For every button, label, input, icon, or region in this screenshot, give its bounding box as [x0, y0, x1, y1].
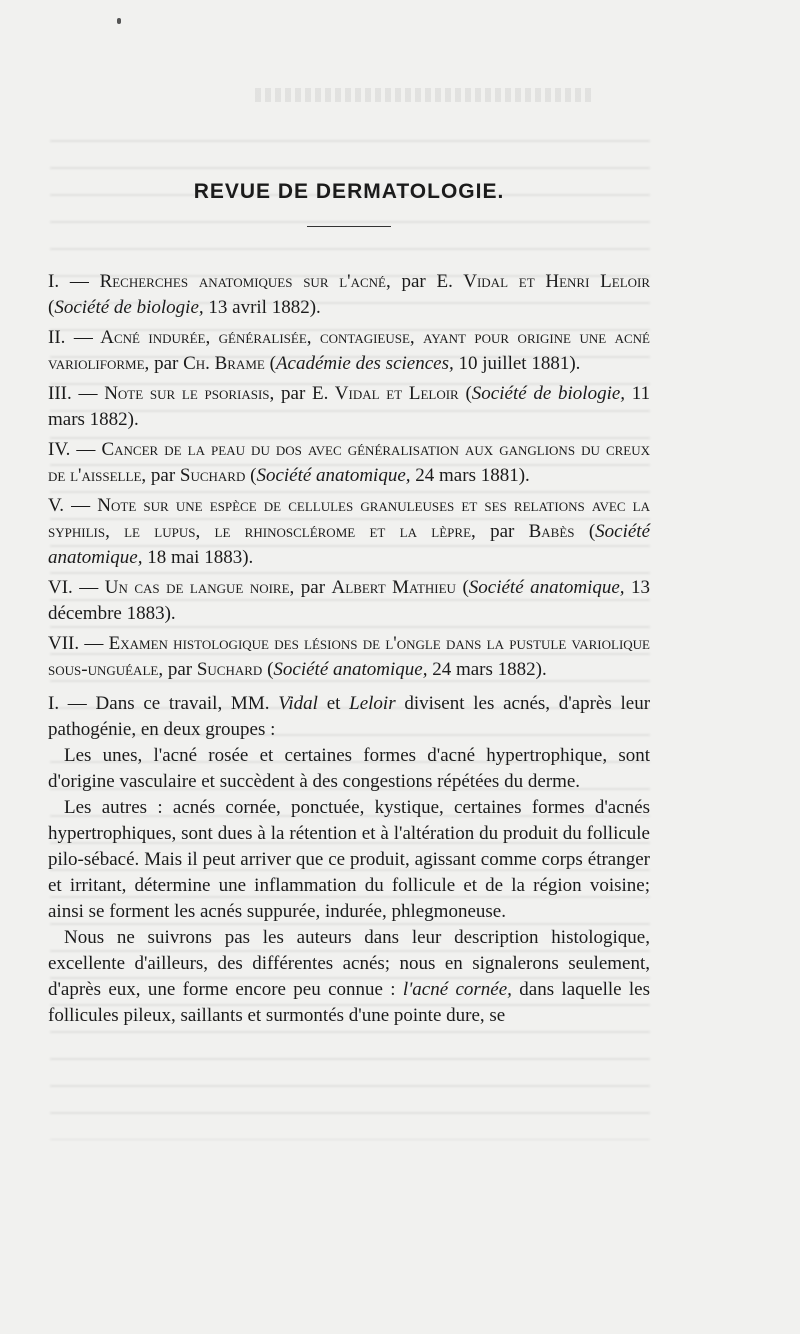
reference-title: — Cancer de la peau du dos avec généralisation aux ganglions du creux de l'aisselle, — [48, 439, 651, 486]
reference-title: — Recherches anatomiques sur l'acné, — [69, 271, 391, 292]
reference-number: II. — [48, 327, 66, 348]
reference-date: 10 juillet 1881). — [458, 353, 581, 374]
paragraph-2: Les unes, l'acné rosée et certaines formes d'acné hypertrophique, sont d'origine vasculaire et succèdent à des congestions répétées du derme. — [48, 745, 650, 792]
reference-author: E. Vidal et Henri Leloir — [436, 271, 651, 292]
p4-text-a: Nous ne suivrons pas les auteurs dans leur description histologique, excellente d'ailleurs, des différentes acnés; nous en signalerons seulement, d'après eux, une forme encore peu connue : — [48, 927, 650, 1000]
reference-author-prefix: par — [401, 271, 426, 292]
reference-author: Albert Mathieu — [331, 577, 456, 598]
reference-author-prefix: par — [490, 521, 515, 542]
reference-source: Société de biologie, — [471, 383, 626, 404]
reference-paren: ( — [462, 577, 469, 598]
reference-author: E. Vidal et Leloir — [312, 383, 459, 404]
reference-paren: ( — [267, 659, 274, 680]
ink-speck — [117, 18, 121, 24]
reference-item — [48, 575, 650, 627]
reference-author: Babès — [528, 521, 575, 542]
reference-source: Société anatomique, — [273, 659, 428, 680]
reference-author-prefix: par — [167, 659, 193, 680]
reference-source: Société anatomique, — [468, 577, 625, 598]
reference-source: Société anatomique, — [48, 521, 651, 568]
reference-author: Ch. Brame — [183, 353, 265, 374]
reference-list — [48, 269, 650, 683]
reference-title: — Note sur le psoriasis, — [78, 383, 275, 404]
reference-title: — Un cas de langue noire, — [79, 577, 295, 598]
p4-text-b: dans laquelle les follicules pileux, saillants et surmontés d'une pointe dure, se — [48, 979, 651, 1026]
reference-date: 24 mars 1881). — [415, 465, 530, 486]
reference-number: VII. — [48, 633, 80, 654]
page-content — [48, 180, 650, 1029]
reference-date: 24 mars 1882). — [432, 659, 547, 680]
reference-date: 13 décembre 1883). — [48, 577, 651, 624]
reference-source: Académie des sciences, — [275, 353, 454, 374]
paragraph-1 — [48, 691, 650, 743]
reference-title: — Acné indurée, généralisée, contagieuse, ayant pour origine une acné varioliforme, — [48, 327, 650, 374]
p1-text-a: I. — Dans ce travail, MM. — [48, 693, 270, 714]
reference-source: Société de biologie, — [54, 297, 204, 318]
reference-paren: ( — [588, 521, 596, 542]
reference-author: Suchard — [196, 659, 263, 680]
reference-item — [48, 381, 650, 433]
reference-author-prefix: par — [300, 577, 326, 598]
paragraph-3: Les autres : acnés cornée, ponctuée, kystique, certaines formes d'acnés hypertrophiques, sont dues à la rétention et à l'altération du produit du follicule pilo-sébacé. Mais il peut arriver que ce produit, agissant comme corps étranger et irritant, détermine une inflammation du follicule et de la région voisine; ainsi se forment les acnés suppurée, indurée, phlegmoneuse. — [48, 797, 650, 922]
paragraph-4 — [48, 925, 650, 1029]
reference-number: VI. — [48, 577, 73, 598]
reference-title: — Examen histologique des lésions de l'ongle dans la pustule variolique sous-unguéale, — [48, 633, 651, 680]
reference-paren: ( — [48, 297, 55, 318]
p1-et: et — [326, 693, 341, 714]
reference-paren: ( — [269, 353, 276, 374]
reference-number: III. — [48, 383, 72, 404]
reference-date: 18 mai 1883). — [147, 547, 254, 568]
reference-item — [48, 269, 650, 321]
reference-date: 13 avril 1882). — [208, 297, 321, 318]
reference-author-prefix: par — [150, 465, 176, 486]
reference-number: V. — [48, 495, 65, 516]
reference-author-prefix: par — [281, 383, 306, 404]
reference-paren: ( — [465, 383, 472, 404]
reference-author: Suchard — [179, 465, 246, 486]
bleed-heading — [255, 88, 595, 102]
reference-source: Société anatomique, — [256, 465, 411, 486]
reference-number: IV. — [48, 439, 71, 460]
article-body — [48, 691, 650, 1029]
reference-item — [48, 325, 650, 377]
p4-term: l'acné cornée, — [402, 979, 512, 1000]
reference-number: I. — [48, 271, 60, 292]
p1-text-b: divisent les acnés, d'après leur pathogénie, en deux groupes : — [48, 693, 651, 740]
reference-item — [48, 493, 650, 571]
reference-date: 11 mars 1882). — [48, 383, 651, 430]
p1-author-leloir: Leloir — [349, 693, 396, 714]
p1-author-vidal: Vidal — [278, 693, 318, 714]
reference-title: — Note sur une espèce de cellules granuleuses et ses relations avec la syphilis, le lupus, le rhinosclérome et la lèpre, — [48, 495, 650, 542]
reference-author-prefix: par — [154, 353, 179, 374]
reference-item — [48, 437, 650, 489]
reference-item — [48, 631, 650, 683]
title-rule — [307, 226, 391, 227]
reference-paren: ( — [250, 465, 257, 486]
page-title: REVUE DE DERMATOLOGIE. — [193, 180, 505, 203]
